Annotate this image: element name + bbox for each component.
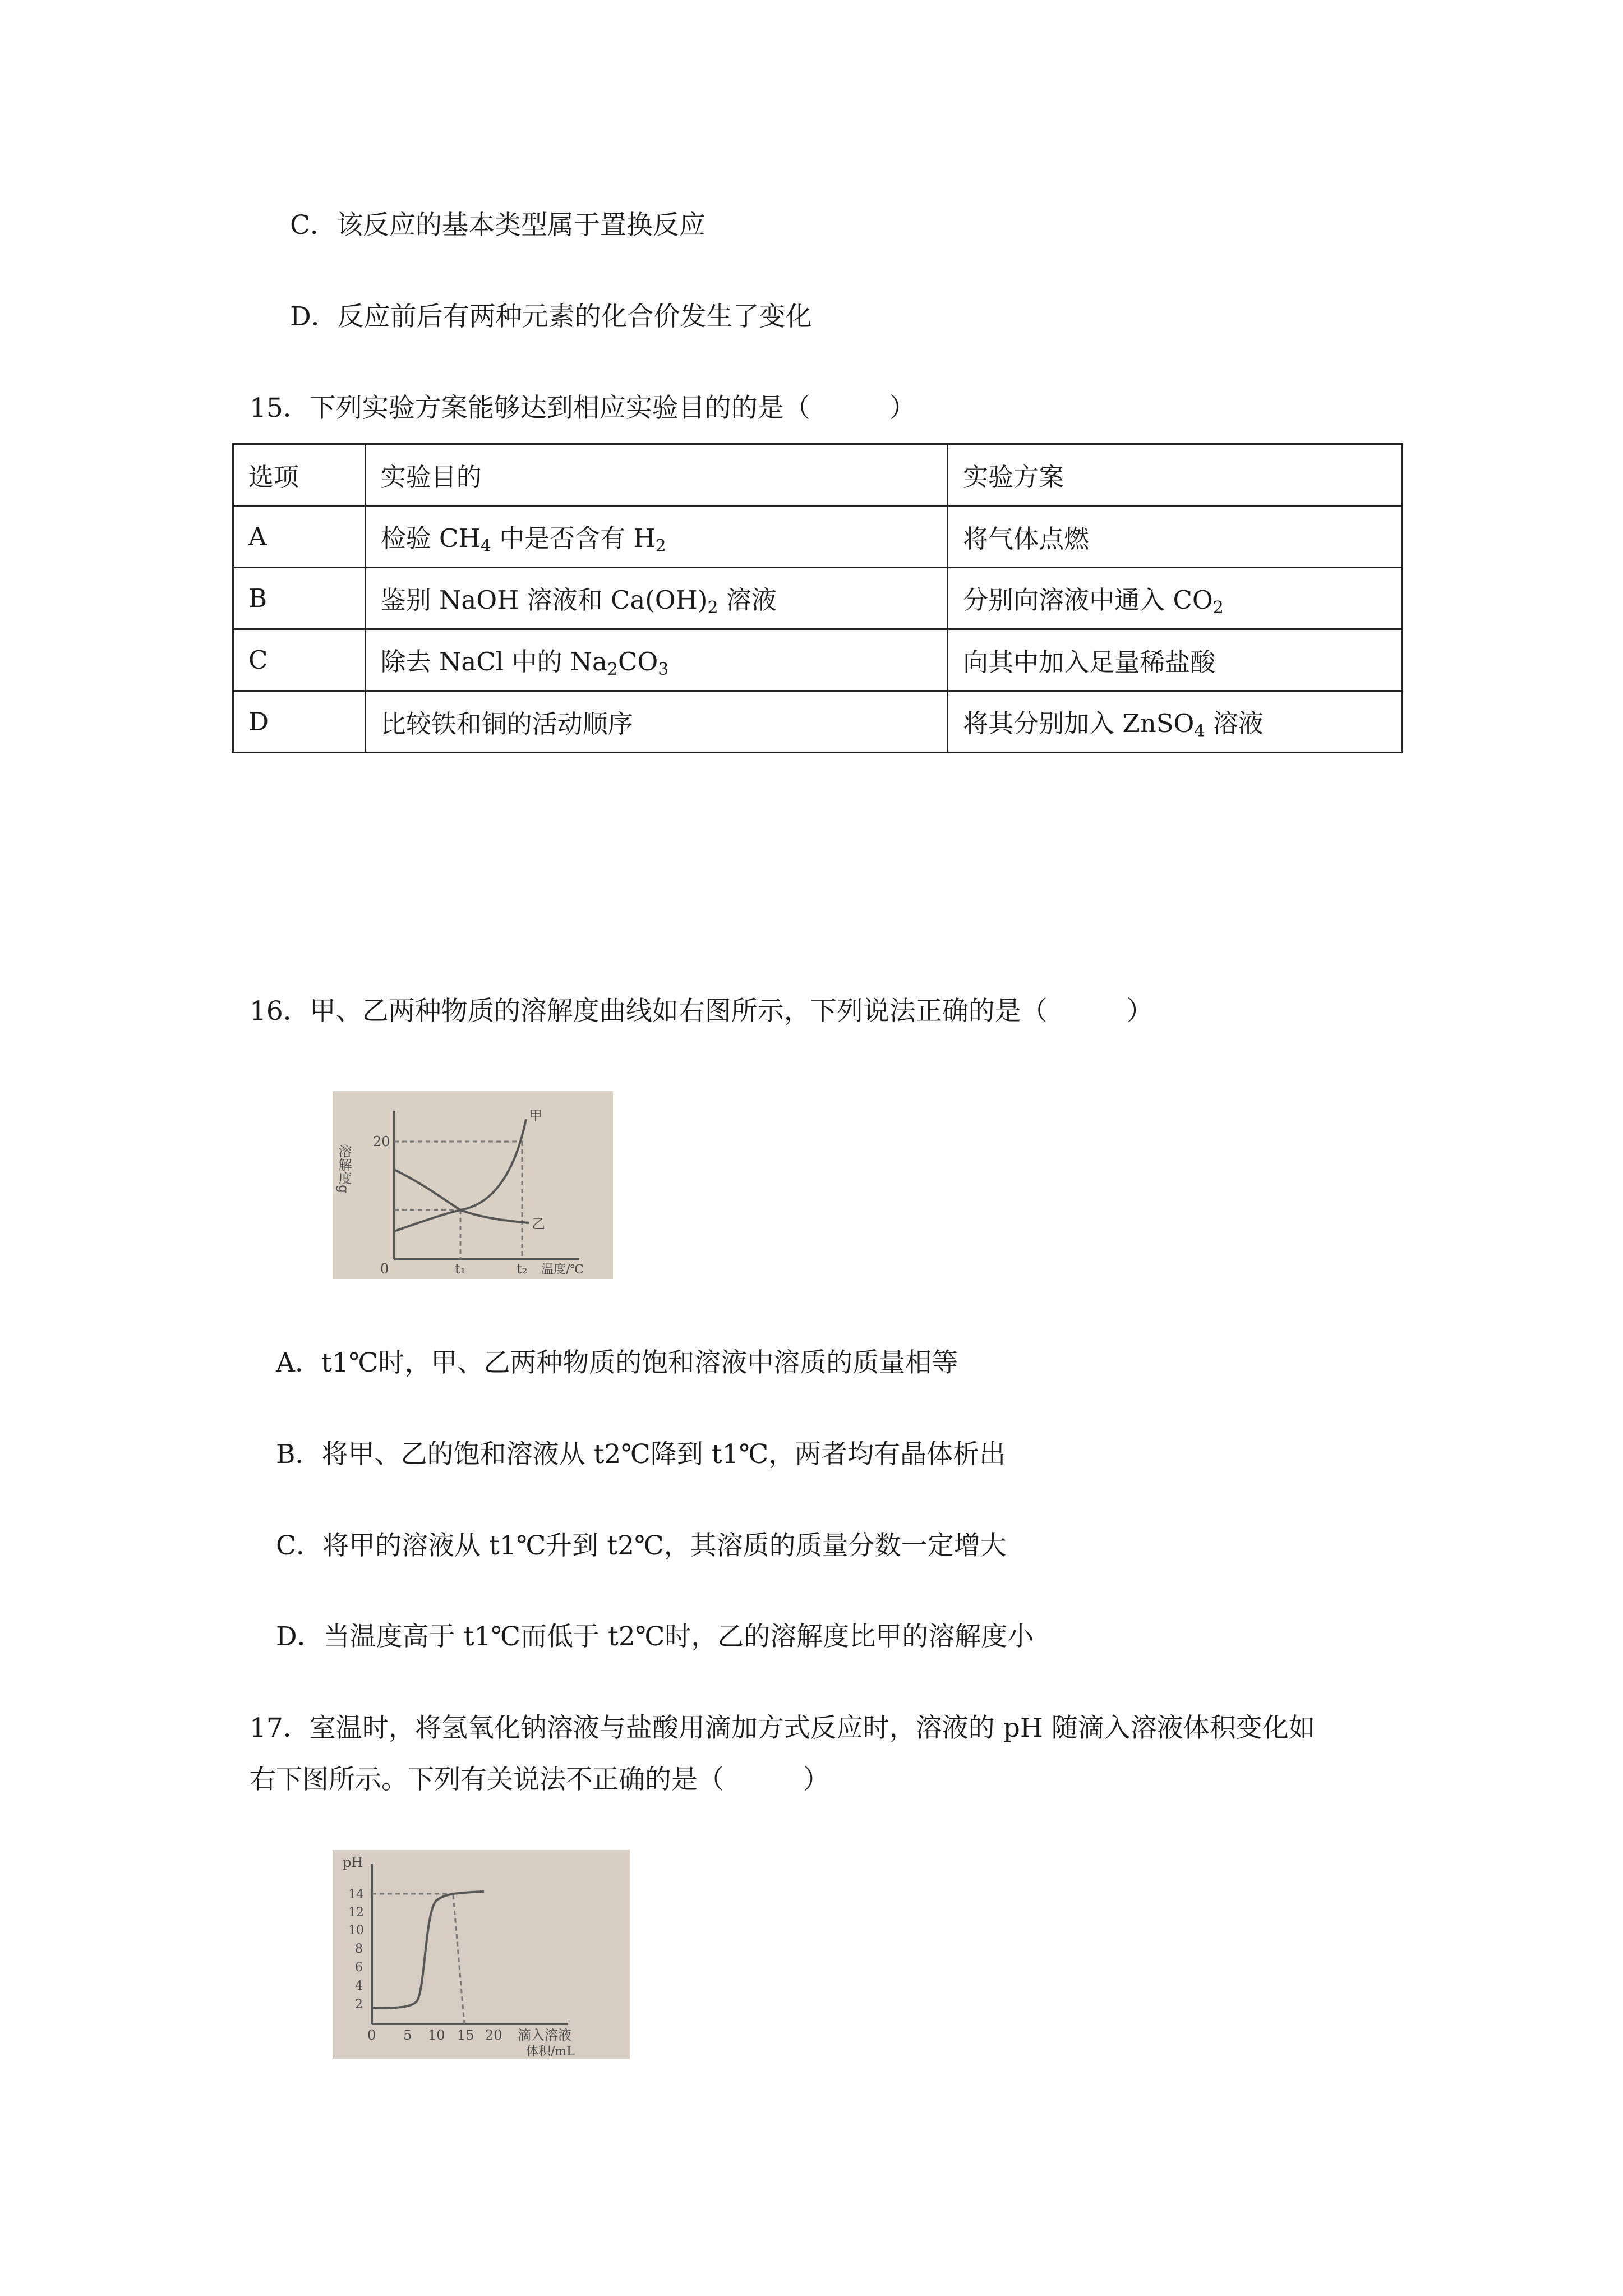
x-tick-t1: t₁ [455, 1261, 466, 1277]
row-option: C [233, 629, 366, 691]
x-tick: 10 [428, 2027, 445, 2043]
table-row [233, 691, 1403, 753]
y-tick-20: 20 [373, 1134, 390, 1149]
row-plan: 将气体点燃 [948, 506, 1403, 568]
origin-label: 0 [380, 1261, 389, 1277]
figure-background [333, 1850, 630, 2059]
q17-stem-line1: 17．室温时，将氢氧化钠溶液与盐酸用滴加方式反应时，溶液的 pH 随滴入溶液体积变化如 [250, 1713, 1315, 1743]
row-option: B [233, 568, 366, 629]
header-option: 选项 [233, 444, 366, 506]
y-tick: 12 [348, 1906, 364, 1920]
q16-option-a: A．t1℃时，甲、乙两种物质的饱和溶液中溶质的质量相等 [276, 1347, 958, 1378]
q16-option-c: C．将甲的溶液从 t1℃升到 t2℃，其溶质的质量分数一定增大 [276, 1530, 1007, 1561]
row-goal: 检验 $CH_4$ 中是否含有 $H_2$ [365, 506, 947, 568]
x-tick: 5 [403, 2027, 412, 2043]
curve-label-yi: 乙 [532, 1216, 545, 1232]
x-axis-label-line1: 滴入溶液 [518, 2027, 571, 2043]
x-axis-label-line2: 体积/mL [526, 2045, 575, 2059]
figure-background [333, 1091, 613, 1279]
row-plan: 向其中加入足量稀盐酸 [948, 629, 1403, 691]
row-plan: 分别向溶液中通入 $CO_2$ [948, 568, 1403, 629]
q15-table [232, 443, 1403, 753]
q16-option-b: B．将甲、乙的饱和溶液从 t2℃降到 t1℃，两者均有晶体析出 [276, 1439, 1006, 1470]
y-tick: 6 [355, 1961, 363, 1975]
q17-stem-line2: 右下图所示。下列有关说法不正确的是（ ） [250, 1764, 829, 1795]
y-tick: 2 [355, 1998, 363, 2012]
header-goal: 实验目的 [365, 444, 947, 506]
y-tick: 8 [355, 1942, 363, 1956]
curve-label-jia: 甲 [529, 1108, 542, 1124]
table-header-row [233, 444, 1403, 506]
row-goal: 比较铁和铜的活动顺序 [365, 691, 947, 753]
x-tick: 15 [457, 2027, 474, 2043]
row-option: D [233, 691, 366, 753]
row-plan: 将其分别加入 ZnSO$_4$ 溶液 [948, 691, 1403, 753]
q14-option-c: C．该反应的基本类型属于置换反应 [290, 210, 706, 241]
header-plan: 实验方案 [948, 444, 1403, 506]
x-tick: 20 [485, 2027, 502, 2043]
table-row [233, 506, 1403, 568]
table-row [233, 629, 1403, 691]
y-axis-label: pH [343, 1855, 363, 1870]
table-row [233, 568, 1403, 629]
x-axis-label: 温度/℃ [541, 1263, 584, 1277]
y-tick: 14 [348, 1888, 364, 1902]
row-goal: 除去 NaCl 中的 $Na_2CO_3$ [365, 629, 947, 691]
y-axis-label: 溶解度g [336, 1144, 352, 1194]
x-tick-t2: t₂ [517, 1261, 528, 1277]
y-tick: 10 [348, 1924, 364, 1938]
q17-ph-figure [333, 1850, 630, 2059]
y-tick: 4 [355, 1979, 363, 1993]
row-option: A [233, 506, 366, 568]
q15-stem: 15．下列实验方案能够达到相应实验目的的是（ ） [250, 393, 916, 424]
q16-stem: 16．甲、乙两种物质的溶解度曲线如右图所示，下列说法正确的是（ ） [250, 996, 1153, 1027]
row-goal: 鉴别 NaOH 溶液和 $Ca(OH)_2$ 溶液 [365, 568, 947, 629]
q14-option-d: D．反应前后有两种元素的化合价发生了变化 [290, 301, 812, 332]
q16-solubility-figure [333, 1091, 613, 1279]
q16-option-d: D．当温度高于 t1℃而低于 t2℃时，乙的溶解度比甲的溶解度小 [276, 1621, 1034, 1652]
x-tick: 0 [367, 2027, 376, 2043]
